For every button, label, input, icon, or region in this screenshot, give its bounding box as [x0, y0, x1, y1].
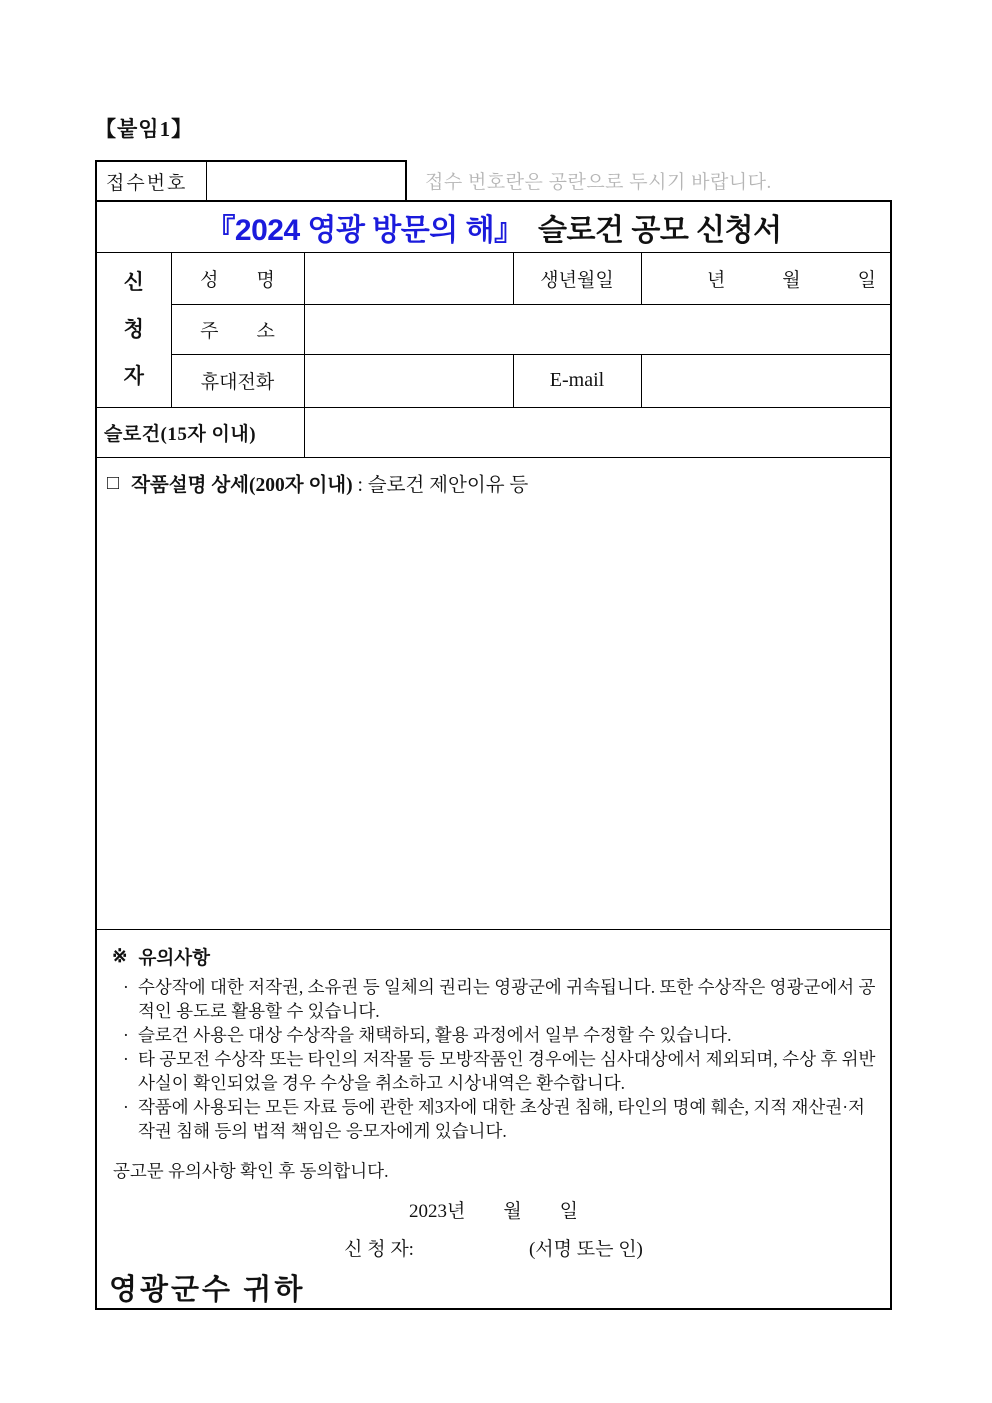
description-header [107, 469, 880, 497]
receipt-number-label: 접수번호 [97, 162, 207, 200]
notice-item-text: 작품에 사용되는 모든 자료 등에 관한 제3자에 대한 초상권 침해, 타인의 명예 훼손, 지적 재산권·저작권 침해 등의 법적 책임은 응모자에게 있습니다. [138, 1096, 865, 1141]
attachment-label: 【붙임1】 [95, 117, 194, 141]
notice-item [105, 1023, 882, 1047]
notice-title-text: 유의사항 [138, 948, 210, 969]
name-label: 성 명 [171, 252, 304, 304]
email-input-cell[interactable] [641, 354, 891, 407]
name-input-cell[interactable] [304, 252, 513, 304]
description-input-area[interactable] [107, 497, 880, 907]
bullet-icon: · [123, 1096, 129, 1117]
receipt-number-box [95, 160, 407, 200]
notice-item-text: 타 공모전 수상작 또는 타인의 저작물 등 모방작품인 경우에는 심사대상에서 제외되며, 수상 후 위반사실이 확인되었을 경우 수상을 취소하고 시상내역은 환수합니다. [138, 1048, 876, 1093]
receipt-note: 접수 번호란은 공란으로 두시기 바랍니다. [425, 171, 772, 193]
description-cell [96, 457, 891, 929]
phone-label: 휴대전화 [171, 354, 304, 407]
notice-cell [96, 929, 891, 1309]
phone-input-cell[interactable] [304, 354, 513, 407]
signature-space[interactable] [414, 1234, 529, 1261]
bullet-icon: · [123, 1024, 129, 1045]
applicant-char: 청 [123, 316, 144, 341]
notice-item-text: 수상작에 대한 저작권, 소유권 등 일체의 권리는 영광군에 귀속됩니다. 또한 수상작은 영광군에서 공적인 용도로 활용할 수 있습니다. [138, 976, 876, 1021]
notice-item-text: 슬로건 사용은 대상 수상작을 채택하되, 활용 과정에서 일부 수정할 수 있습니다. [138, 1024, 732, 1045]
description-label: 작품설명 상세(200자 이내) [131, 474, 353, 496]
address-input-cell[interactable] [304, 304, 891, 354]
slogan-input-cell[interactable] [304, 407, 891, 457]
applicant-section-label [96, 252, 171, 407]
applicant-char: 자 [123, 363, 144, 388]
application-form-table [95, 200, 892, 1310]
applicant-char: 신 [123, 270, 144, 295]
bullet-icon: · [123, 976, 129, 997]
address-label: 주 소 [171, 304, 304, 354]
agreement-statement: 공고문 유의사항 확인 후 동의합니다. [113, 1160, 389, 1181]
slogan-label: 슬로건(15자 이내) [96, 407, 304, 457]
notice-item [105, 975, 882, 1023]
notice-item [105, 1047, 882, 1095]
signer-line [105, 1234, 882, 1261]
email-label: E-mail [513, 354, 641, 407]
signer-label: 신 청 자: [344, 1238, 414, 1260]
form-title [96, 201, 891, 252]
form-title-highlight: 『2024 영광 방문의 해』 [205, 213, 509, 247]
checkbox-icon[interactable]: □ [107, 471, 120, 494]
applicant-vertical-label [97, 260, 171, 400]
description-hint: : 슬로건 제안이유 등 [352, 474, 529, 496]
receipt-row [95, 160, 895, 200]
receipt-number-input[interactable] [207, 162, 405, 200]
form-title-rest: 슬로건 공모 신청서 [508, 213, 782, 247]
notice-item [105, 1095, 882, 1143]
bullet-icon: · [123, 1048, 129, 1069]
birthdate-label: 생년월일 [513, 252, 641, 304]
notice-title [105, 944, 882, 970]
reference-mark-icon: ※ [112, 946, 128, 967]
signature-note: (서명 또는 인) [528, 1238, 643, 1260]
date-line: 2023년 월 일 [408, 1200, 579, 1222]
recipient-line: 영광군수 귀하 [109, 1273, 306, 1306]
birthdate-input-cell[interactable]: 년 월 일 [641, 252, 891, 304]
